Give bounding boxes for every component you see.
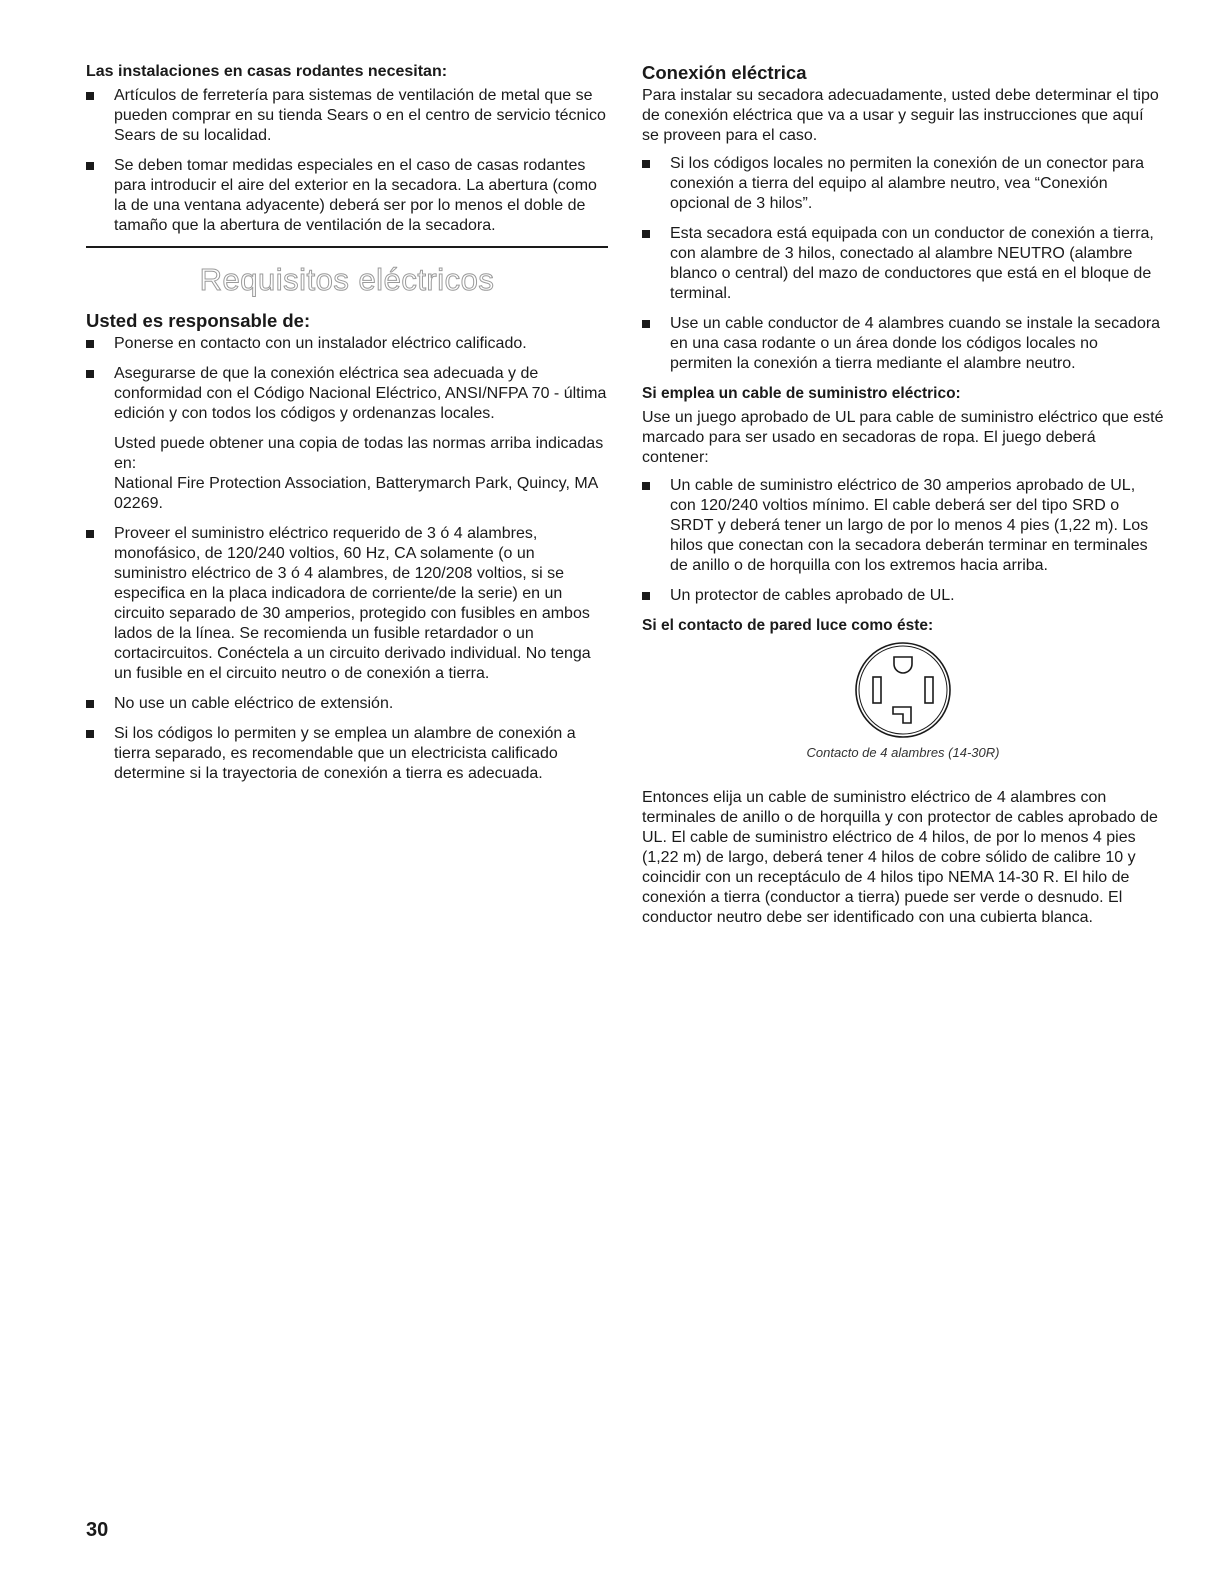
list-item: Use un cable conductor de 4 alambres cuando se instale la secadora en una casa rodante o un área donde los códigos locales no permiten la conexión a tierra mediante el alambre neutro. (642, 314, 1164, 374)
mobile-home-heading: Las instalaciones en casas rodantes necesitan: (86, 63, 448, 80)
page-number: 30 (86, 1519, 109, 1541)
section-divider (86, 246, 608, 248)
outlet-heading: Si el contacto de pared luce como éste: (642, 617, 934, 634)
intro-paragraph: Para instalar su secadora adecuadamente, usted debe determinar el tipo de conexión eléctrica que va a usar y seguir las instrucciones que aquí se proveen para el caso. (642, 87, 1159, 144)
list-item: Un cable de suministro eléctrico de 30 amperios aprobado de UL, con 120/240 voltios mínimo. El cable deberá ser del tipo SRD o SRDT y deberá tener un largo de por lo menos 4 pies (1,22 m). Los hilos que conectan con la secadora deberán terminar en terminales de anillo o de horquilla con los extremos hacia arriba. (642, 476, 1164, 576)
bullet-square-icon (642, 592, 650, 600)
section-title: Requisitos eléctricos (199, 262, 495, 297)
power-cord-list (642, 476, 1164, 606)
list-item: Proveer el suministro eléctrico requerido de 3 ó 4 alambres, monofásico, de 120/240 voltios, 60 Hz, CA solamente (o un suministro eléctrico de 3 ó 4 alambres, de 120/208 voltios, si se especifica en la placa indicadora de corriente/de la serie) en un circuito separado de 30 amperios, protegido con fusibles en ambos lados de la línea. Se recomienda un fusible retardador o un cortacircuitos. Conéctela a un circuito derivado individual. No tenga un fusible en el circuito neutro o de conexión a tierra. (86, 524, 608, 684)
outlet-caption: Contacto de 4 alambres (14-30R) (806, 745, 1000, 760)
mobile-home-list (86, 86, 608, 236)
power-cord-intro: Use un juego aprobado de UL para cable de suministro eléctrico que esté marcado para ser usado en secadoras de ropa. El juego deberá contener: (642, 409, 1164, 466)
list-item: Se deben tomar medidas especiales en el caso de casas rodantes para introducir el aire del exterior en la secadora. La abertura (como la de una ventana adyacente) deberá ser por lo menos el doble de tamaño que la abertura de ventilación de la secadora. (86, 156, 608, 236)
final-paragraph: Entonces elija un cable de suministro eléctrico de 4 alambres con terminales de anillo o de horquilla y con protector de cables aprobado de UL. El cable de suministro eléctrico de 4 hilos, de por lo menos 4 pies (1,22 m) de largo, deberá tener 4 hilos de cobre sólido de calibre 10 y coincidir con un receptáculo de 4 hilos tipo NEMA 14-30 R. El hilo de conexión a tierra (conductor a tierra) puede ser verde o desnudo. El conductor neutro debe ser identificado con una cubierta blanca. (642, 789, 1158, 926)
bullet-square-icon (86, 340, 94, 348)
left-column (86, 62, 608, 794)
power-cord-heading: Si emplea un cable de suministro eléctrico: (642, 385, 961, 402)
responsible-heading: Usted es responsable de: (86, 310, 311, 331)
bullet-square-icon (86, 700, 94, 708)
bullet-square-icon (86, 162, 94, 170)
list-item: Ponerse en contacto con un instalador eléctrico calificado. (86, 334, 608, 354)
bullet-square-icon (86, 730, 94, 738)
four-wire-outlet-icon (853, 640, 953, 740)
bullet-square-icon (86, 370, 94, 378)
right-column (642, 62, 1164, 936)
responsible-list (86, 334, 608, 784)
electrical-connection-heading: Conexión eléctrica (642, 62, 807, 83)
list-item: Un protector de cables aprobado de UL. (642, 586, 1164, 606)
list-item: Artículos de ferretería para sistemas de ventilación de metal que se pueden comprar en su tienda Sears o en el centro de servicio técnico Sears de su localidad. (86, 86, 608, 146)
bullet-square-icon (86, 92, 94, 100)
bullet-square-icon (642, 320, 650, 328)
bullet-square-icon (642, 160, 650, 168)
outlet-figure (642, 640, 1164, 740)
bullet-square-icon (642, 230, 650, 238)
list-item: Asegurarse de que la conexión eléctrica sea adecuada y de conformidad con el Código Nacional Eléctrico, ANSI/NFPA 70 - última edición y con todos los códigos y ordenanzas locales. Usted puede obtener una copia de todas las normas arriba indicadas en: National Fire Protection Association, Batterymarch Park, Quincy, MA 02269. (86, 364, 608, 514)
bullet-square-icon (86, 530, 94, 538)
standards-note: Usted puede obtener una copia de todas las normas arriba indicadas en: National Fire Protection Association, Batterymarch Park, Quincy, MA 02269. (114, 435, 604, 512)
list-item: Si los códigos lo permiten y se emplea un alambre de conexión a tierra separado, es recomendable que un electricista calificado determine si la trayectoria de conexión a tierra es adecuada. (86, 724, 608, 784)
list-item: Esta secadora está equipada con un conductor de conexión a tierra, con alambre de 3 hilos, conectado al alambre NEUTRO (alambre blanco o central) del mazo de conductores que está en el bloque de terminal. (642, 224, 1164, 304)
list-item: Si los códigos locales no permiten la conexión de un conector para conexión a tierra del equipo al alambre neutro, vea “Conexión opcional de 3 hilos”. (642, 154, 1164, 214)
list-item: No use un cable eléctrico de extensión. (86, 694, 608, 714)
connection-list (642, 154, 1164, 374)
bullet-square-icon (642, 482, 650, 490)
